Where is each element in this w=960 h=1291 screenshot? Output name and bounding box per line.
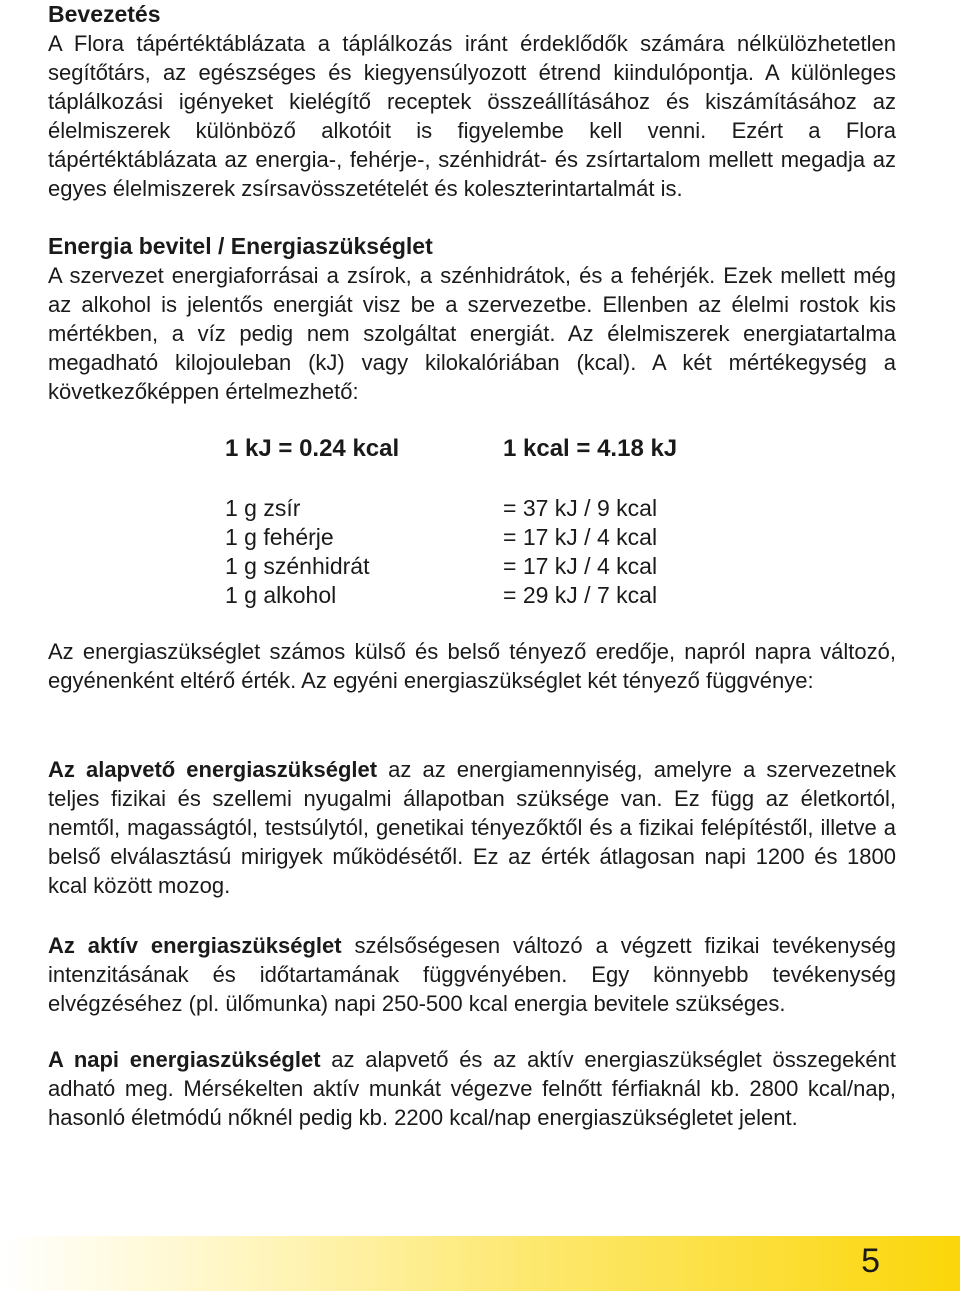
macro-row	[225, 494, 865, 523]
daily-need-text: az alapvető és az aktív energiaszükséglet összegeként adható meg. Mérsékelten aktív munkát végezve felnőtt férfiaknál kb. 2800 kcal/nap, hasonló életmódú nőknél pedig kb. 2200 kcal/nap energiaszükségletet jelent.	[48, 1047, 896, 1130]
energy-need-paragraph: Az energiaszükséglet számos külső és belső tényező eredője, napról napra változó, egyénenként eltérő érték. Az egyéni energiaszükséglet két tényező függvénye:	[48, 639, 896, 693]
macro-value: = 17 kJ / 4 kcal	[503, 553, 658, 579]
macro-row	[225, 523, 865, 552]
macro-value: = 29 kJ / 7 kcal	[503, 582, 658, 608]
page-number: 5	[861, 1242, 880, 1280]
active-need-text: szélsőségesen változó a végzett fizikai tevékenység intenzitásának és időtartamának függvényében. Egy könnyebb tevékenység elvégzéséhez (pl. ülőmunka) napi 250-500 kcal energia bevitele szükséges.	[48, 933, 896, 1016]
kcal-to-kj: 1 kcal = 4.18 kJ	[503, 435, 678, 462]
macro-row	[225, 581, 865, 610]
daily-need-section	[48, 1045, 896, 1132]
macro-item: 1 g alkohol	[225, 582, 337, 608]
macro-item: 1 g szénhidrát	[225, 553, 370, 579]
intro-paragraph: A Flora tápértéktáblázata a táplálkozás iránt érdeklődők számára nélkülözhetetlen segítőtárs, az egészséges és kiegyensúlyozott étrend kiindulópontja. A különleges táplálkozási igényeket kielégítő receptek összeállításához és kiszámításához az élelmiszerek különböző alkotóit is figyelembe kell venni. Ezért a Flora tápértéktáblázata az energia-, fehérje-, szénhidrát- és zsírtartalom mellett megadja az egyes élelmiszerek zsírsavösszetételét és koleszterintartalmát is.	[48, 31, 896, 201]
energy-section	[48, 232, 896, 406]
daily-need-paragraph	[48, 1045, 896, 1132]
macro-value: = 37 kJ / 9 kcal	[503, 495, 658, 521]
basal-need-text: az az energiamennyiség, amelyre a szervezetnek teljes fizikai és szellemi nyugalmi állapotban szüksége van. Ez függ az életkortól, nemtől, magasságtól, testsúlytól, genetikai tényezőktől és a fizikai felépítéstől, illetve a belső elválasztású mirigyek működésétől. Ez az érték átlagosan napi 1200 és 1800 kcal között mozog.	[48, 757, 896, 898]
active-need-term: Az aktív energiaszükséglet	[48, 933, 342, 958]
macro-energy-table	[225, 494, 865, 610]
basal-need-term: Az alapvető energiaszükséglet	[48, 757, 378, 782]
macro-value: = 17 kJ / 4 kcal	[503, 524, 658, 550]
basal-need-section	[48, 755, 896, 900]
macro-item: 1 g fehérje	[225, 524, 334, 550]
intro-heading: Bevezetés	[48, 1, 161, 27]
active-need-paragraph	[48, 931, 896, 1018]
intro-section	[48, 0, 896, 203]
macro-row	[225, 552, 865, 581]
energy-paragraph: A szervezet energiaforrásai a zsírok, a szénhidrátok, és a fehérjék. Ezek mellett még az alkohol is jelentős energiát visz be a szervezetbe. Ellenben az élelmi rostok kis mértékben, a víz pedig nem szolgáltat energiát. Az élelmiszerek energiatartalma megadható kilojouleban (kJ) vagy kilokalóriában (kcal). A két mértékegység a következőképpen értelmezhető:	[48, 263, 896, 404]
footer-band	[0, 1236, 960, 1291]
kj-to-kcal: 1 kJ = 0.24 kcal	[225, 435, 400, 462]
active-need-section	[48, 931, 896, 1018]
energy-heading: Energia bevitel / Energiaszükséglet	[48, 233, 433, 259]
macro-item: 1 g zsír	[225, 495, 301, 521]
basal-need-paragraph	[48, 755, 896, 900]
energy-need-section	[48, 637, 896, 695]
daily-need-term: A napi energiaszükséglet	[48, 1047, 321, 1072]
